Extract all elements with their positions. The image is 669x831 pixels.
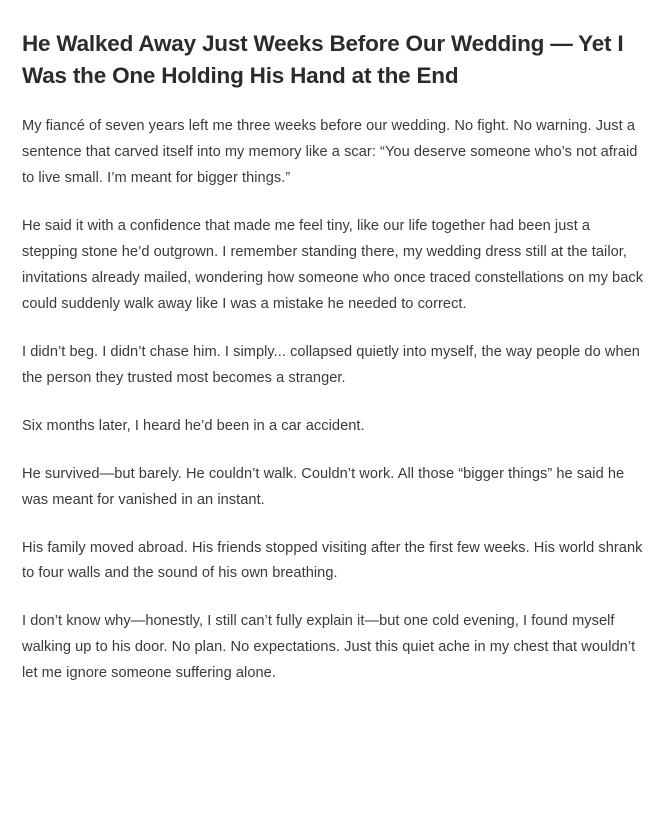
article-paragraph: He said it with a confidence that made me feel tiny, like our life together had been just a stepping stone he’d outgrown. I remember standing there, my wedding dress still at the tailor, invitations already mailed, wondering how someone who once traced constellations on my back could suddenly walk away like I was a mistake he needed to correct. — [22, 217, 644, 312]
article-paragraph: He survived—but barely. He couldn’t walk. Couldn’t work. All those “bigger things” he said he was meant for vanished in an instant. — [22, 465, 625, 508]
article-paragraph: I didn’t beg. I didn’t chase him. I simply... collapsed quietly into myself, the way people do when the person they trusted most becomes a stranger. — [22, 343, 640, 386]
article-paragraph: Six months later, I heard he’d been in a car accident. — [22, 417, 365, 434]
article-paragraph: My fiancé of seven years left me three weeks before our wedding. No fight. No warning. Just a sentence that carved itself into my memory like a scar: “You deserve someone who’s not afraid to live small. I’m meant for bigger things.” — [22, 117, 638, 186]
article-paragraph: His family moved abroad. His friends stopped visiting after the first few weeks. His world shrank to four walls and the sound of his own breathing. — [22, 539, 643, 582]
article-paragraph: I don’t know why—honestly, I still can’t fully explain it—but one cold evening, I found myself walking up to his door. No plan. No expectations. Just this quiet ache in my chest that wouldn’t let me ignore someone suffering alone. — [22, 613, 636, 682]
page-title: He Walked Away Just Weeks Before Our Wedding — Yet I Was the One Holding His Hand at the End — [22, 31, 624, 88]
article-body — [22, 114, 647, 687]
